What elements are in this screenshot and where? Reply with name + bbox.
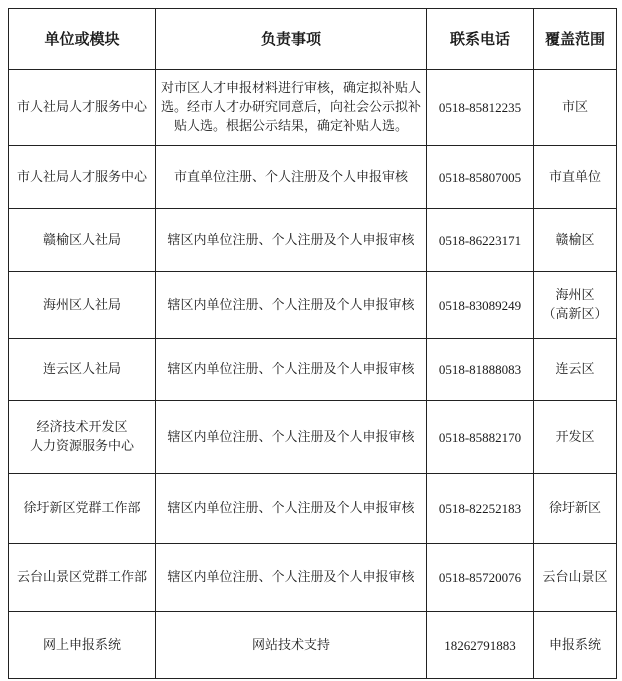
unit-line: 人力资源服务中心 <box>29 439 134 454</box>
scope-line: 赣榆区 <box>555 232 595 248</box>
unit-line: 市人社局人才服务中心 <box>16 169 147 185</box>
cell-phone: 0518-85720076 <box>427 544 534 612</box>
cell-duty: 辖区内单位注册、个人注册及个人申报审核 <box>156 544 427 612</box>
cell-scope <box>534 209 617 272</box>
cell-duty: 辖区内单位注册、个人注册及个人申报审核 <box>156 209 427 272</box>
cell-scope <box>534 401 617 474</box>
table-row <box>9 146 617 209</box>
unit-line: 市人社局人才服务中心 <box>16 100 147 115</box>
cell-duty: 辖区内单位注册、个人注册及个人申报审核 <box>156 272 427 339</box>
unit-line: 云台山景区党群工作部 <box>16 570 147 585</box>
cell-duty: 辖区内单位注册、个人注册及个人申报审核 <box>156 339 427 401</box>
table-row <box>9 544 617 612</box>
header-duty: 负责事项 <box>156 9 427 70</box>
cell-phone: 0518-86223171 <box>427 209 534 272</box>
unit-line: 徐圩新区党群工作部 <box>23 501 141 516</box>
cell-unit <box>9 544 156 612</box>
cell-duty: 辖区内单位注册、个人注册及个人申报审核 <box>156 474 427 544</box>
cell-phone: 0518-85882170 <box>427 401 534 474</box>
cell-phone: 0518-85812235 <box>427 70 534 146</box>
scope-line: 市区 <box>561 100 588 115</box>
table-row <box>9 339 617 401</box>
scope-line: （高新区） <box>542 307 608 322</box>
table-row <box>9 612 617 679</box>
cell-unit <box>9 339 156 401</box>
cell-phone: 0518-81888083 <box>427 339 534 401</box>
cell-duty: 市直单位注册、个人注册及个人申报审核 <box>156 146 427 209</box>
unit-line: 网上申报系统 <box>42 637 121 653</box>
cell-unit <box>9 401 156 474</box>
cell-unit <box>9 272 156 339</box>
table-row <box>9 401 617 474</box>
cell-phone: 0518-83089249 <box>427 272 534 339</box>
cell-duty: 对市区人才申报材料进行审核，确定拟补贴人选。经市人才办研究同意后，向社会公示拟补贴人选。根据公示结果，确定补贴人选。 <box>156 70 427 146</box>
unit-line: 连云区人社局 <box>42 362 121 377</box>
cell-scope <box>534 146 617 209</box>
cell-unit <box>9 209 156 272</box>
cell-scope <box>534 612 617 679</box>
scope-line: 徐圩新区 <box>548 501 601 516</box>
header-scope: 覆盖范围 <box>534 9 617 70</box>
cell-unit <box>9 146 156 209</box>
header-unit: 单位或模块 <box>9 9 156 70</box>
cell-phone: 0518-85807005 <box>427 146 534 209</box>
table-row <box>9 272 617 339</box>
cell-scope <box>534 339 617 401</box>
scope-line: 连云区 <box>555 362 595 377</box>
cell-duty: 网站技术支持 <box>156 612 427 679</box>
cell-duty: 辖区内单位注册、个人注册及个人申报审核 <box>156 401 427 474</box>
cell-unit <box>9 612 156 679</box>
scope-line: 海州区 <box>555 288 595 303</box>
cell-scope <box>534 272 617 339</box>
cell-scope <box>534 474 617 544</box>
scope-line: 市直单位 <box>548 169 601 185</box>
scope-line: 开发区 <box>555 429 595 445</box>
unit-line: 赣榆区人社局 <box>42 232 121 248</box>
cell-scope <box>534 70 617 146</box>
table-header-row <box>9 9 617 70</box>
table-row <box>9 209 617 272</box>
unit-line: 经济技术开发区 <box>36 420 128 435</box>
table-row <box>9 70 617 146</box>
cell-unit <box>9 474 156 544</box>
cell-phone: 18262791883 <box>427 612 534 679</box>
cell-phone: 0518-82252183 <box>427 474 534 544</box>
cell-unit <box>9 70 156 146</box>
cell-scope <box>534 544 617 612</box>
header-phone: 联系电话 <box>427 9 534 70</box>
table-row <box>9 474 617 544</box>
contact-table <box>8 8 617 679</box>
scope-line: 申报系统 <box>548 637 601 653</box>
scope-line: 云台山景区 <box>542 570 608 585</box>
unit-line: 海州区人社局 <box>42 297 121 313</box>
